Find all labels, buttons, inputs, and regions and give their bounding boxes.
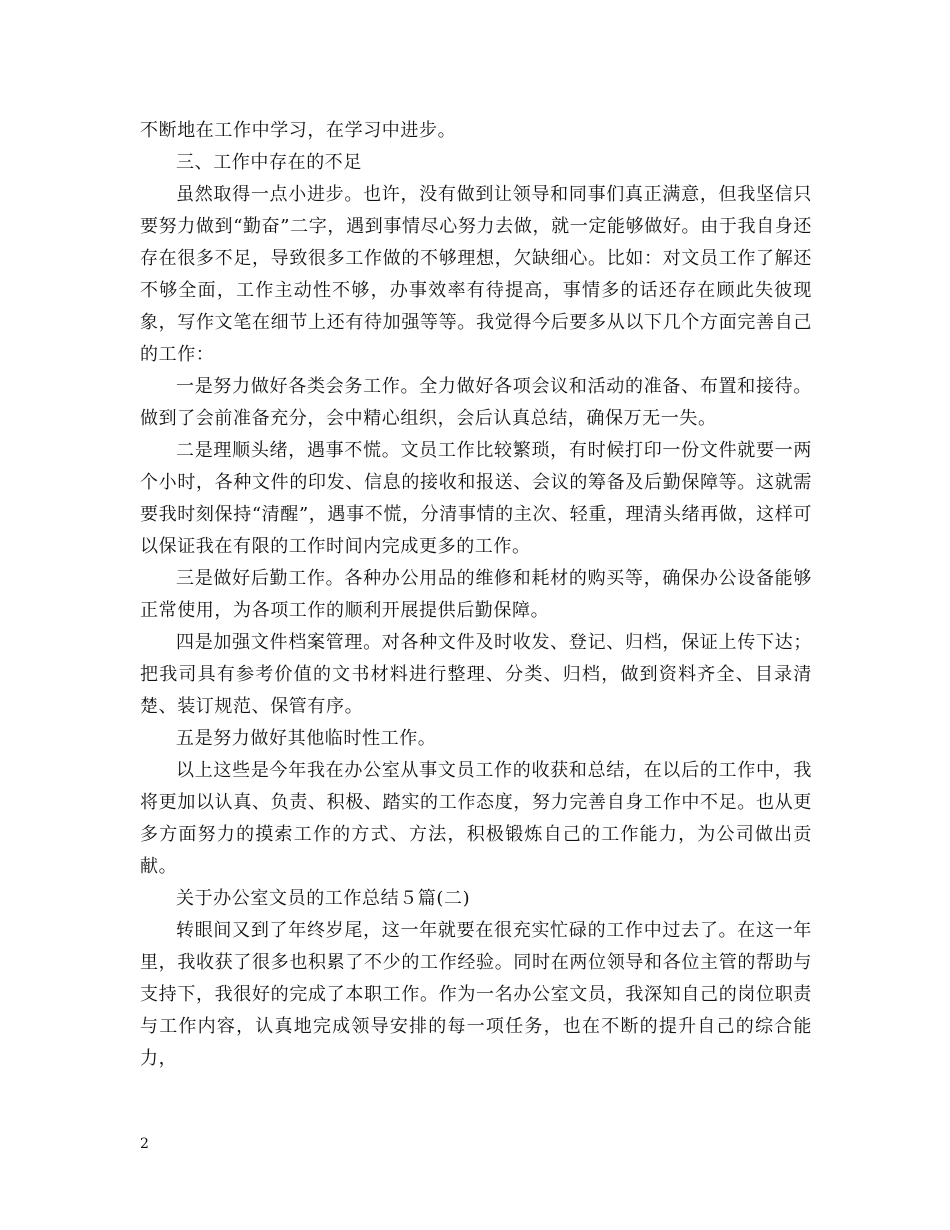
paragraph-11: 转眼间又到了年终岁尾，这一年就要在很充实忙碌的工作中过去了。在这一年里，我收获了很多也积累了不少的工作经验。同时在两位领导和各位主管的帮助与支持下，我很好的完成了本职工作。作为一名办公室文员，我深知自己的岗位职责与工作内容，认真地完成领导安排的每一项任务，也在不断的提升自己的综合能力，	[140, 920, 812, 1069]
paragraph-5: 二是理顺头绪，遇事不慌。文员工作比较繁琐，有时候打印一份文件就要一两个小时，各种文件的印发、信息的接收和报送、会议的筹备及后勤保障等。这就需要我时刻保持“清醒”，遇事不慌，分清事情的主次、轻重，理清头绪再做，这样可以保证我在有限的工作时间内完成更多的工作。	[140, 440, 812, 557]
subtitle-heading: 关于办公室文员的工作总结５篇(二)	[176, 888, 471, 909]
paragraph-9: 以上这些是今年我在办公室从事文员工作的收获和总结，在以后的工作中，我将更加以认真、负责、积极、踏实的工作态度，努力完善自身工作中不足。也从更多方面努力的摸索工作的方式、方法，积极锻炼自己的工作能力，为公司做出贡献。	[140, 760, 812, 877]
paragraph-8: 五是努力做好其他临时性工作。	[176, 728, 437, 749]
paragraph-7: 四是加强文件档案管理。对各种文件及时收发、登记、归档，保证上传下达；把我司具有参考价值的文书材料进行整理、分类、归档，做到资料齐全、目录清楚、装订规范、保管有序。	[140, 632, 812, 717]
page-number: 2	[140, 1136, 149, 1152]
paragraph-6: 三是做好后勤工作。各种办公用品的维修和耗材的购买等，确保办公设备能够正常使用，为各项工作的顺利开展提供后勤保障。	[140, 568, 812, 621]
paragraph-3: 虽然取得一点小进步。也许，没有做到让领导和同事们真正满意，但我坚信只要努力做到“勤奋”二字，遇到事情尽心努力去做，就一定能够做好。由于我自身还存在很多不足，导致很多工作做的不够理想，欠缺细心。比如：对文员工作了解还不够全面，工作主动性不够，办事效率有待提高，事情多的话还存在顾此失彼现象，写作文笔在细节上还有待加强等等。我觉得今后要多从以下几个方面完善自己的工作：	[140, 184, 812, 365]
paragraph-1: 不断地在工作中学习，在学习中进步。	[140, 120, 457, 141]
paragraph-4: 一是努力做好各类会务工作。全力做好各项会议和活动的准备、布置和接待。做到了会前准备充分，会中精心组织，会后认真总结，确保万无一失。	[140, 376, 812, 429]
section-heading: 三、工作中存在的不足	[176, 152, 362, 173]
document-body	[140, 115, 812, 1075]
